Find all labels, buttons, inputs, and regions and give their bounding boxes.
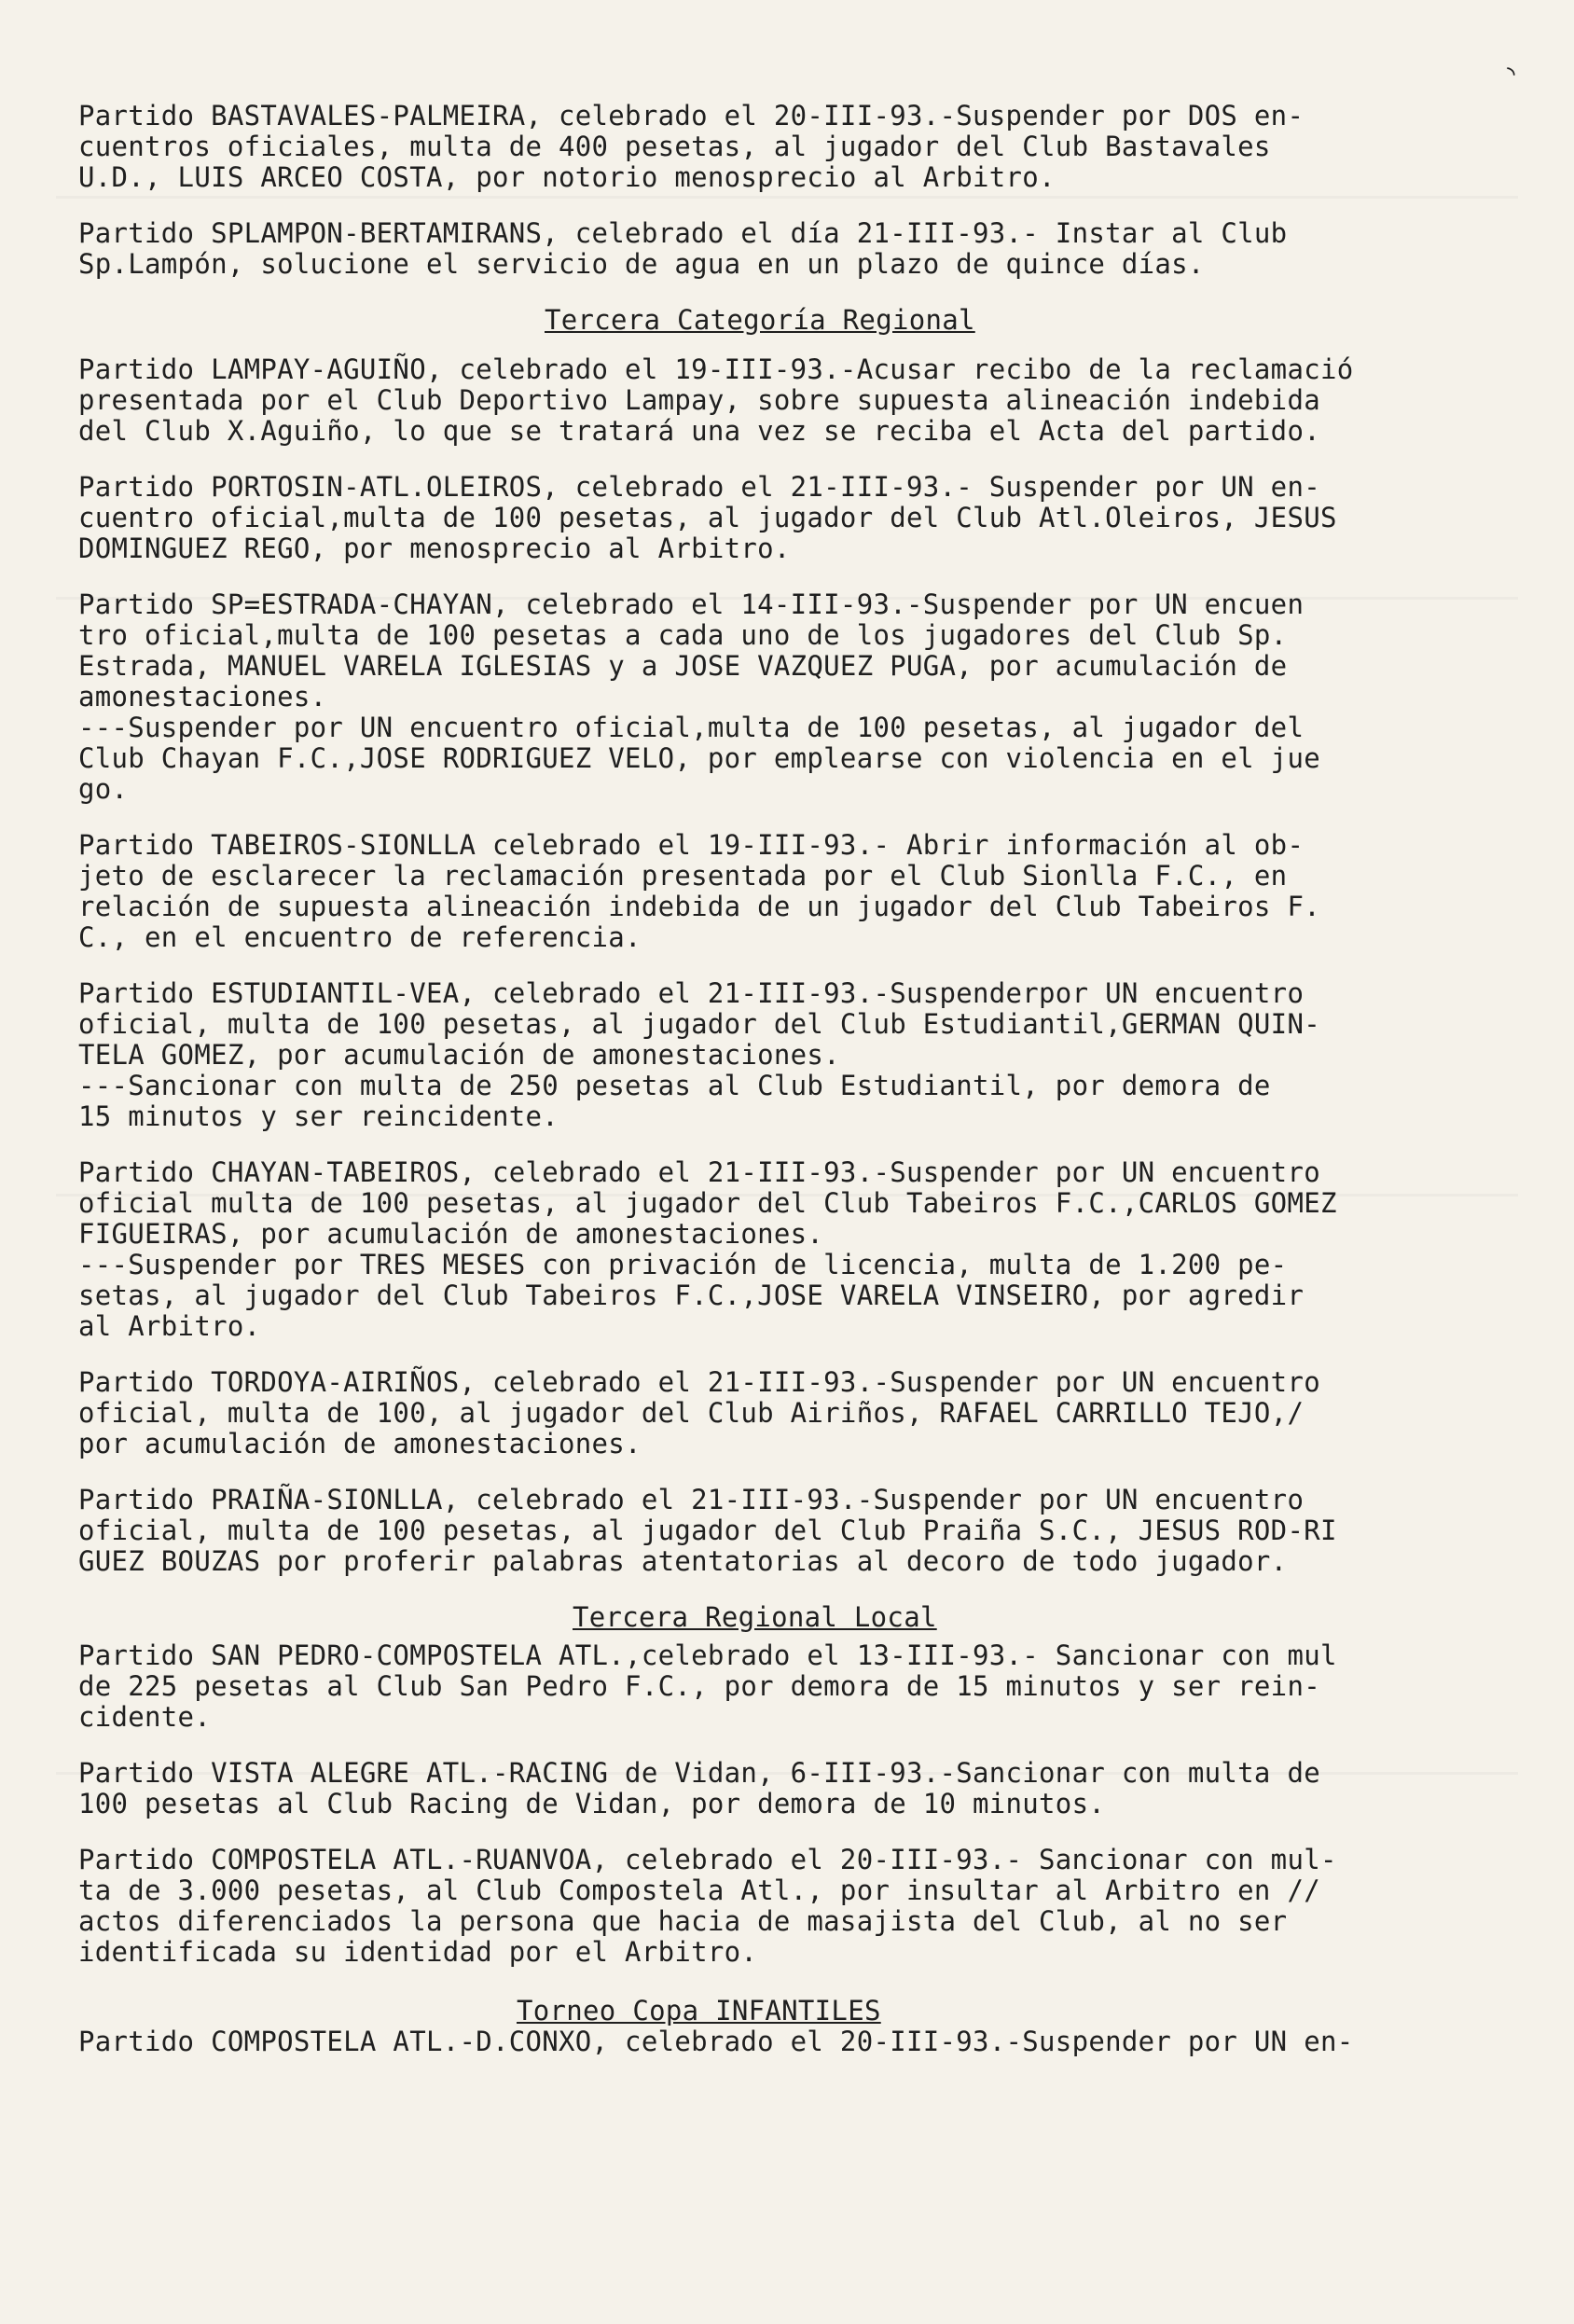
text-line: TELA GOMEZ, por acumulación de amonestaciones. (78, 1039, 840, 1071)
text-line: actos diferenciados la persona que hacia de masajista del Club, al no ser (78, 1905, 1288, 1937)
ruling-paragraph (78, 1485, 1533, 1577)
text-line: C., en el encuentro de referencia. (78, 921, 642, 953)
text-line: amonestaciones. (78, 681, 327, 712)
section-top (78, 101, 1533, 280)
text-line: cidente. (78, 1701, 212, 1733)
section-tercera-categoria (78, 354, 1533, 1577)
ruling-paragraph (78, 1845, 1533, 1968)
text-line: go. (78, 773, 129, 805)
ruling-paragraph (78, 218, 1533, 280)
text-line: GUEZ BOUZAS por proferir palabras atentatorias al decoro de todo jugador. (78, 1545, 1288, 1577)
text-line: Partido CHAYAN-TABEIROS, celebrado el 21-III-93.-Suspender por UN encuentro (78, 1156, 1320, 1188)
text-line: ---Suspender por TRES MESES con privación de licencia, multa de 1.200 pe- (78, 1249, 1288, 1280)
text-line: Partido LAMPAY-AGUIÑO, celebrado el 19-III-93.-Acusar recibo de la reclamació (78, 353, 1354, 385)
text-line: de 225 pesetas al Club San Pedro F.C., por demora de 15 minutos y ser rein- (78, 1670, 1320, 1702)
section-torneo-copa (78, 2027, 1533, 2057)
text-line: identificada su identidad por el Arbitro. (78, 1936, 758, 1968)
text-line: Partido SP=ESTRADA-CHAYAN, celebrado el 14-III-93.-Suspender por UN encuen (78, 588, 1305, 620)
text-line: cuentros oficiales, multa de 400 pesetas, al jugador del Club Bastavales (78, 131, 1271, 162)
ink-mark: ◝ (1503, 58, 1519, 89)
ruling-paragraph (78, 354, 1533, 447)
ruling-paragraph (78, 1758, 1533, 1819)
heading-torneo-copa: Torneo Copa INFANTILES (517, 1995, 881, 2027)
text-line: Partido BASTAVALES-PALMEIRA, celebrado el 20-III-93.-Suspender por DOS en- (78, 100, 1305, 131)
section-tercera-local (78, 1640, 1533, 1968)
ruling-paragraph (78, 1640, 1533, 1733)
ruling-paragraph (78, 978, 1533, 1132)
text-line: U.D., LUIS ARCEO COSTA, por notorio menosprecio al Arbitro. (78, 161, 1056, 193)
text-line: ---Sancionar con multa de 250 pesetas al Club Estudiantil, por demora de (78, 1070, 1271, 1101)
text-line: cuentro oficial,multa de 100 pesetas, al jugador del Club Atl.Oleiros, JESUS (78, 502, 1337, 533)
text-line: al Arbitro. (78, 1310, 261, 1342)
text-line: por acumulación de amonestaciones. (78, 1428, 642, 1459)
heading-tercera-local: Tercera Regional Local (573, 1601, 937, 1633)
ruling-paragraph (78, 830, 1533, 953)
text-line: 15 minutos y ser reincidente. (78, 1100, 559, 1132)
text-line: Partido COMPOSTELA ATL.-RUANVOA, celebrado el 20-III-93.- Sancionar con mul- (78, 1844, 1337, 1875)
ruling-paragraph (78, 101, 1533, 193)
text-line: Partido VISTA ALEGRE ATL.-RACING de Vidan, 6-III-93.-Sancionar con multa de (78, 1757, 1320, 1789)
text-line: Partido SPLAMPON-BERTAMIRANS, celebrado el día 21-III-93.- Instar al Club (78, 217, 1288, 249)
text-line: setas, al jugador del Club Tabeiros F.C.,JOSE VARELA VINSEIRO, por agredir (78, 1280, 1305, 1311)
text-line: FIGUEIRAS, por acumulación de amonestaciones. (78, 1218, 824, 1250)
text-line: Partido PORTOSIN-ATL.OLEIROS, celebrado el 21-III-93.- Suspender por UN en- (78, 471, 1320, 503)
text-line: oficial, multa de 100, al jugador del Club Airiños, RAFAEL CARRILLO TEJO,/ (78, 1397, 1305, 1429)
text-line: DOMINGUEZ REGO, por menosprecio al Arbitro. (78, 533, 791, 564)
ruling-paragraph (78, 589, 1533, 712)
text-line: Estrada, MANUEL VARELA IGLESIAS y a JOSE VAZQUEZ PUGA, por acumulación de (78, 650, 1288, 682)
ruling-paragraph (78, 712, 1533, 805)
text-line: jeto de esclarecer la reclamación presentada por el Club Sionlla F.C., en (78, 860, 1288, 892)
text-line: Partido PRAIÑA-SIONLLA, celebrado el 21-III-93.-Suspender por UN encuentro (78, 1484, 1305, 1515)
text-line: presentada por el Club Deportivo Lampay, sobre supuesta alineación indebida (78, 384, 1320, 416)
text-line: 100 pesetas al Club Racing de Vidan, por demora de 10 minutos. (78, 1788, 1106, 1819)
text-line: tro oficial,multa de 100 pesetas a cada uno de los jugadores del Club Sp. (78, 619, 1288, 651)
ruling-paragraph (78, 1367, 1533, 1459)
text-line: Partido ESTUDIANTIL-VEA, celebrado el 21-III-93.-Suspenderpor UN encuentro (78, 977, 1305, 1009)
ruling-paragraph (78, 2027, 1533, 2057)
text-line: Sp.Lampón, solucione el servicio de agua en un plazo de quince días. (78, 248, 1205, 280)
text-line: relación de supuesta alineación indebida de un jugador del Club Tabeiros F. (78, 891, 1320, 922)
text-line: oficial, multa de 100 pesetas, al jugador del Club Praiña S.C., JESUS ROD-RI (78, 1515, 1337, 1546)
ruling-paragraph (78, 1157, 1533, 1342)
ruling-paragraph (78, 472, 1533, 564)
text-line: del Club X.Aguiño, lo que se tratará una vez se reciba el Acta del partido. (78, 415, 1320, 447)
text-line: oficial, multa de 100 pesetas, al jugador del Club Estudiantil,GERMAN QUIN- (78, 1008, 1320, 1040)
text-line: oficial multa de 100 pesetas, al jugador del Club Tabeiros F.C.,CARLOS GOMEZ (78, 1187, 1337, 1219)
heading-tercera-categoria: Tercera Categoría Regional (545, 304, 975, 336)
text-line: Partido TABEIROS-SIONLLA celebrado el 19-III-93.- Abrir información al ob- (78, 829, 1305, 861)
document-body (78, 101, 1533, 2082)
text-line: ---Suspender por UN encuentro oficial,multa de 100 pesetas, al jugador del (78, 712, 1305, 743)
text-line: Partido TORDOYA-AIRIÑOS, celebrado el 21-III-93.-Suspender por UN encuentro (78, 1366, 1320, 1398)
text-line: Partido COMPOSTELA ATL.-D.CONXO, celebrado el 20-III-93.-Suspender por UN en- (78, 2026, 1354, 2057)
text-line: Partido SAN PEDRO-COMPOSTELA ATL.,celebrado el 13-III-93.- Sancionar con mul (78, 1639, 1337, 1671)
text-line: Club Chayan F.C.,JOSE RODRIGUEZ VELO, por emplearse con violencia en el jue (78, 742, 1320, 774)
text-line: ta de 3.000 pesetas, al Club Compostela Atl., por insultar al Arbitro en // (78, 1874, 1320, 1906)
